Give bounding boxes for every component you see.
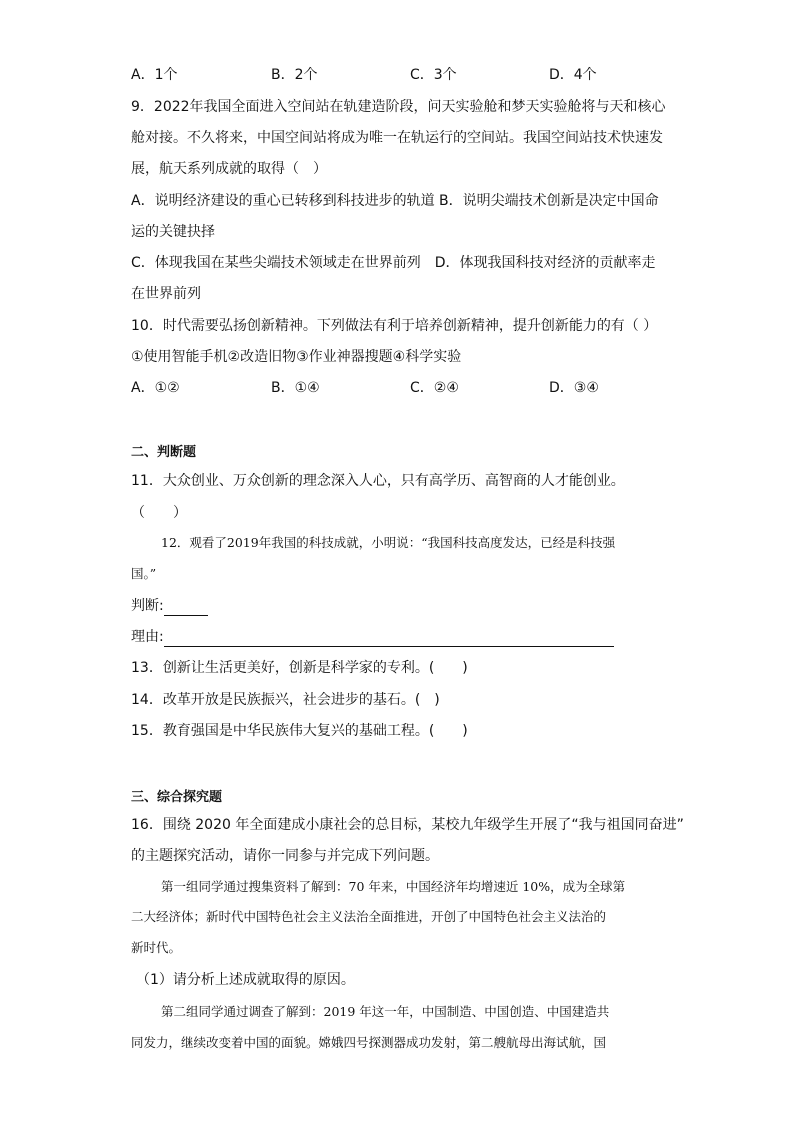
q12-reason-row: [131, 627, 614, 647]
judge-blank[interactable]: [164, 601, 208, 616]
q16-stem-line-2: 的主题探究活动，请你一同参与并完成下列问题。: [131, 848, 439, 864]
q9-options-ab-cont: 运的关键抉择: [131, 224, 215, 240]
judge-label: 判断:: [131, 598, 164, 614]
group2-line-2: 同发力，继续改变着中国的面貌。嫦娥四号探测器成功发射，第二艘航母出海试航，国: [131, 1035, 607, 1050]
group1-line-3: 新时代。: [131, 940, 182, 955]
q10-option-d: D．③④: [549, 380, 599, 396]
q9-options-cd: C．体现我国在某些尖端技术领域走在世界前列 D．体现我国科技对经济的贡献率走: [131, 255, 656, 271]
q12-stem-line-2: 国。”: [131, 566, 157, 581]
q9-stem-line-1: 9．2022年我国全面进入空间站在轨建造阶段，问天实验舱和梦天实验舱将与天和核心: [131, 99, 666, 115]
sub-question-1: （1）请分析上述成就取得的原因。: [136, 972, 355, 988]
q8-option-c: C．3个: [410, 67, 457, 83]
q9-stem-line-3: 展，航天系列成就的取得（ ）: [131, 161, 327, 177]
q10-option-b: B．①④: [271, 380, 320, 396]
group1-line-2: 二大经济体；新时代中国特色社会主义法治全面推进，开创了中国特色社会主义法治的: [131, 909, 607, 924]
q9-options-ab: A．说明经济建设的重心已转移到科技进步的轨道 B．说明尖端技术创新是决定中国命: [131, 193, 659, 209]
q10-option-c: C．②④: [410, 380, 459, 396]
q10-items: ①使用智能手机②改造旧物③作业神器搜题④科学实验: [131, 349, 462, 365]
q11-stem: 11．大众创业、万众创新的理念深入人心，只有高学历、高智商的人才能创业。: [131, 473, 625, 489]
q9-stem-line-2: 舱对接。不久将来，中国空间站将成为唯一在轨运行的空间站。我国空间站技术快速发: [131, 130, 663, 146]
section-3-title: 三、综合探究题: [131, 790, 223, 805]
q10-stem: 10．时代需要弘扬创新精神。下列做法有利于培养创新精神，提升创新能力的有（ ）: [131, 318, 658, 334]
reason-blank[interactable]: [164, 632, 614, 647]
q12-stem-line-1: 12．观看了2019年我国的科技成就，小明说：“我国科技高度发达，已经是科技强: [161, 535, 616, 550]
q11-answer-paren: （ ）: [131, 505, 187, 521]
q13-stem: 13．创新让生活更美好，创新是科学家的专利。( ): [131, 660, 468, 676]
q8-option-a: A．1个: [131, 67, 178, 83]
q15-stem: 15．教育强国是中华民族伟大复兴的基础工程。( ): [131, 723, 468, 739]
group1-line-1: 第一组同学通过搜集资料了解到：70 年来，中国经济年均增速近 10%，成为全球第: [161, 879, 626, 894]
q9-options-cd-cont: 在世界前列: [131, 286, 201, 302]
q8-option-b: B．2个: [271, 67, 318, 83]
group2-line-1: 第二组同学通过调查了解到：2019 年这一年，中国制造、中国创造、中国建造共: [161, 1004, 610, 1019]
q12-judge-row: [131, 596, 208, 616]
q10-option-a: A．①②: [131, 380, 180, 396]
section-2-title: 二、判断题: [131, 445, 197, 460]
reason-label: 理由:: [131, 629, 164, 645]
q14-stem: 14．改革开放是民族振兴，社会进步的基石。( ): [131, 692, 440, 708]
q16-stem-line-1: 16．围绕 2020 年全面建成小康社会的总目标，某校九年级学生开展了“我与祖国同奋进”: [131, 817, 684, 833]
q8-option-d: D．4个: [549, 67, 597, 83]
